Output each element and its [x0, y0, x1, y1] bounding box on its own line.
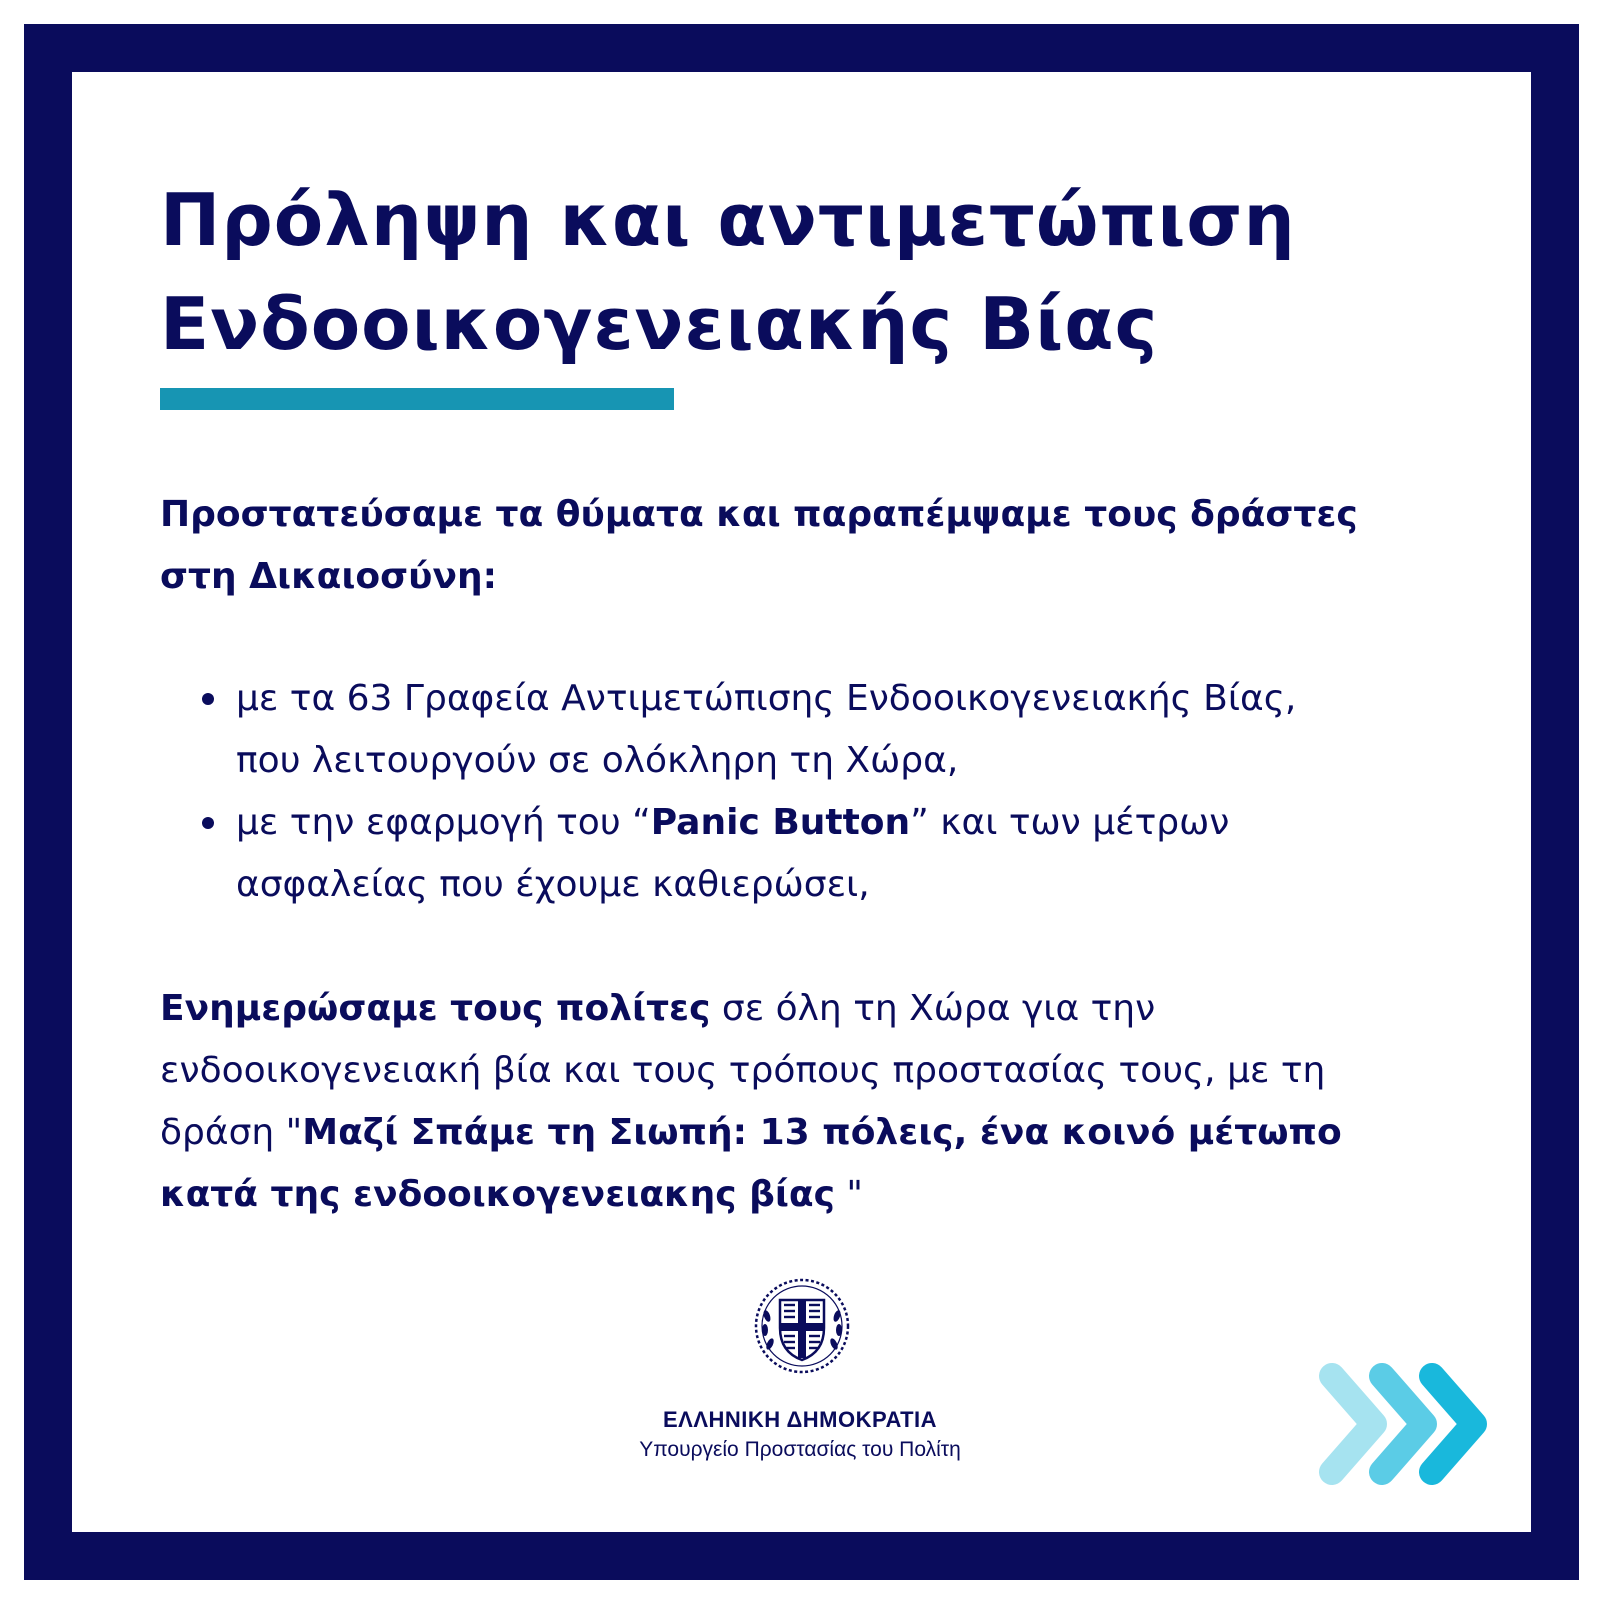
- awareness-lead: Ενημερώσαμε τους πολίτες: [160, 988, 711, 1029]
- intro-line-1: Προστατεύσαμε τα θύματα και παραπέμψαμε τους δράστες: [160, 494, 1358, 535]
- campaign-name-part-1: Μαζί Σπάμε τη Σιωπή: 13 πόλεις, ένα κοινό μέτωπο: [302, 1112, 1342, 1153]
- title-line-2: Ενδοοικογενειακής Βίας: [160, 282, 1159, 366]
- measures-list: [160, 668, 1296, 916]
- awareness-line-1: [160, 978, 1342, 1040]
- ministry-name: Υπουργείο Προστασίας του Πολίτη: [639, 1438, 961, 1461]
- page-title: [160, 168, 1296, 376]
- title-line-1: Πρόληψη και αντιμετώπιση: [160, 178, 1296, 262]
- awareness-line-3: [160, 1102, 1342, 1164]
- title-underline-bar: [160, 388, 674, 410]
- awareness-line-3-prefix: δράση ": [160, 1112, 303, 1153]
- awareness-paragraph: [160, 978, 1342, 1226]
- awareness-line-1-rest: σε όλη τη Χώρα για την: [710, 988, 1156, 1029]
- bullet-2-line-1: [236, 792, 1296, 854]
- bullet-2-suffix: ” και των μέτρων: [910, 802, 1230, 843]
- list-item: [160, 792, 1296, 916]
- awareness-line-4-suffix: ": [834, 1174, 863, 1215]
- bullet-1-line-2: που λειτουργούν σε ολόκληρη τη Χώρα,: [236, 740, 959, 781]
- intro-line-2: στη Δικαιοσύνη:: [160, 556, 498, 597]
- campaign-name-part-2: κατά της ενδοοικογενειακης βίας: [160, 1174, 835, 1215]
- intro-heading: [160, 484, 1460, 608]
- organization-name: ΕΛΛΗΝΙΚΗ ΔΗΜΟΚΡΑΤΙΑ: [662, 1407, 938, 1432]
- triple-chevron-right-icon: [1316, 1362, 1492, 1486]
- bullet-dot-icon: [202, 693, 214, 705]
- bullet-dot-icon: [202, 817, 214, 829]
- bullet-2-prefix: με την εφαρμογή του “: [236, 802, 651, 843]
- greek-coat-of-arms-icon: [752, 1276, 852, 1376]
- awareness-line-4: [160, 1164, 1342, 1226]
- panic-button-term: Panic Button: [650, 802, 911, 843]
- list-item: [160, 668, 1296, 792]
- bullet-2-line-2: ασφαλείας που έχουμε καθιερώσει,: [236, 864, 870, 905]
- bullet-1-line-1: με τα 63 Γραφεία Αντιμετώπισης Ενδοοικογενειακής Βίας,: [236, 678, 1297, 719]
- awareness-line-2: ενδοοικογενειακή βία και τους τρόπους προστασίας τους, με τη: [160, 1050, 1326, 1091]
